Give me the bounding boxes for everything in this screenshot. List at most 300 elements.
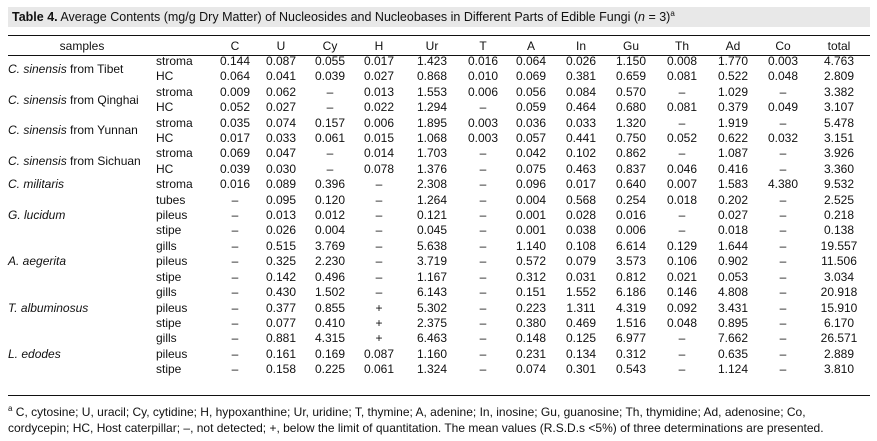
value-cell: 0.013 — [363, 84, 395, 99]
table-row — [8, 208, 870, 223]
header-ur: Ur — [425, 39, 439, 53]
value-cell: 3.151 — [823, 131, 855, 146]
value-cell: 0.396 — [314, 177, 346, 192]
value-cell: 0.014 — [363, 146, 395, 161]
value-cell: – — [326, 161, 334, 176]
part-cell: HC — [156, 100, 174, 115]
value-cell: – — [375, 208, 383, 223]
value-cell: 0.048 — [767, 69, 799, 84]
value-cell: – — [231, 192, 239, 207]
sample-name-cell: T. albuminosus — [8, 300, 89, 315]
value-cell: 0.142 — [265, 269, 297, 284]
value-cell: 0.064 — [219, 69, 251, 84]
part-cell: stroma — [156, 84, 193, 99]
header-total: total — [827, 39, 851, 53]
table-title: Average Contents (mg/g Dry Matter) of Nucleosides and Nucleobases in Different Parts of Edible Fungi ( — [60, 10, 639, 24]
value-cell: 0.008 — [666, 54, 698, 68]
value-cell: – — [326, 100, 334, 115]
value-cell: 1.311 — [566, 300, 596, 315]
sample-name-cell — [8, 270, 156, 285]
sample-name-cell: G. lucidum — [8, 208, 66, 223]
value-cell: 0.572 — [515, 254, 547, 269]
value-cell: – — [678, 84, 686, 99]
value-cell: – — [779, 300, 787, 315]
value-cell: 0.022 — [363, 100, 395, 115]
value-cell: – — [326, 146, 334, 161]
header-part — [156, 38, 214, 54]
value-cell: 0.001 — [515, 223, 547, 238]
value-cell: 0.129 — [666, 238, 698, 253]
table-row — [8, 347, 870, 362]
value-cell: 0.202 — [717, 192, 749, 207]
value-cell: 0.095 — [265, 192, 297, 207]
value-cell: 6.977 — [615, 331, 647, 346]
value-cell: 0.515 — [265, 238, 297, 253]
value-cell: 3.431 — [717, 300, 749, 315]
sample-name-cell — [8, 193, 156, 208]
value-cell: 4.319 — [615, 300, 647, 315]
value-cell: 1.553 — [416, 84, 448, 99]
header-cy: Cy — [322, 39, 338, 53]
value-cell: 1.919 — [717, 115, 749, 130]
value-cell: 1.294 — [416, 100, 448, 115]
value-cell: 0.033 — [265, 131, 297, 146]
caption-footnote-mark: a — [670, 8, 675, 18]
part-cell: pileus — [156, 300, 188, 315]
value-cell: – — [678, 331, 686, 346]
value-cell: 0.125 — [565, 331, 597, 346]
value-cell: 2.230 — [314, 254, 346, 269]
value-cell: 0.568 — [565, 192, 597, 207]
value-cell: 0.001 — [515, 208, 547, 223]
header-c: C — [230, 39, 240, 53]
value-cell: 0.441 — [565, 131, 597, 146]
value-cell: – — [779, 208, 787, 223]
value-cell: – — [375, 285, 383, 300]
value-cell: 0.081 — [666, 100, 698, 115]
value-cell: 0.016 — [219, 177, 251, 192]
value-cell: 2.809 — [823, 69, 855, 84]
value-cell: 0.121 — [416, 208, 448, 223]
part-cell: stroma — [156, 115, 193, 130]
header-co: Co — [775, 39, 791, 53]
value-cell: 0.007 — [666, 177, 698, 192]
value-cell: 0.062 — [265, 84, 297, 99]
value-cell: 0.003 — [767, 54, 799, 68]
value-cell: 0.084 — [565, 84, 597, 99]
value-cell: – — [779, 254, 787, 269]
value-cell: 0.048 — [666, 315, 698, 330]
value-cell: 3.719 — [416, 254, 448, 269]
value-cell: 0.041 — [265, 69, 297, 84]
value-cell: 19.557 — [820, 238, 858, 253]
value-cell: 0.812 — [615, 269, 647, 284]
value-cell: – — [231, 223, 239, 238]
value-cell: 0.381 — [565, 69, 597, 84]
value-cell: – — [779, 346, 787, 361]
value-cell: 4.380 — [767, 177, 799, 192]
table-row — [8, 116, 870, 131]
part-cell: gills — [156, 331, 177, 346]
value-cell: – — [231, 208, 239, 223]
value-cell: 5.302 — [416, 300, 448, 315]
value-cell: 0.045 — [416, 223, 448, 238]
value-cell: – — [479, 161, 487, 176]
value-cell: – — [479, 146, 487, 161]
value-cell: 0.138 — [823, 223, 855, 238]
value-cell: 0.157 — [314, 115, 346, 130]
value-cell: 3.810 — [823, 362, 855, 377]
table-row — [8, 239, 870, 254]
value-cell: 0.004 — [314, 223, 346, 238]
sample-name-cell: L. edodes — [8, 346, 61, 361]
value-cell: – — [231, 238, 239, 253]
table-row — [8, 193, 870, 208]
value-cell: 0.059 — [515, 100, 547, 115]
value-cell: 0.120 — [314, 192, 346, 207]
table-row — [8, 223, 870, 238]
table-label: Table 4. — [12, 10, 58, 24]
value-cell: 1.320 — [615, 115, 647, 130]
value-cell: 11.506 — [821, 254, 857, 269]
value-cell: 2.889 — [823, 346, 855, 361]
value-cell: 1.502 — [314, 285, 346, 300]
value-cell: 0.015 — [363, 131, 395, 146]
value-cell: – — [479, 300, 487, 315]
value-cell: – — [678, 346, 686, 361]
part-cell: HC — [156, 131, 174, 146]
part-cell: HC — [156, 69, 174, 84]
value-cell: 0.659 — [615, 69, 647, 84]
value-cell: 0.543 — [615, 362, 647, 377]
value-cell: – — [678, 115, 686, 130]
value-cell: 0.017 — [565, 177, 597, 192]
value-cell: – — [678, 208, 686, 223]
part-cell: stroma — [156, 146, 193, 161]
value-cell: 1.895 — [416, 115, 448, 130]
value-cell: – — [479, 346, 487, 361]
value-cell: 1.324 — [416, 362, 448, 377]
value-cell: 1.124 — [717, 362, 749, 377]
part-cell: tubes — [156, 192, 186, 207]
value-cell: 6.143 — [416, 285, 448, 300]
value-cell: – — [231, 346, 239, 361]
value-cell: 6.463 — [416, 331, 448, 346]
value-cell: – — [779, 192, 787, 207]
value-cell: 0.039 — [314, 69, 346, 84]
value-cell: 0.069 — [515, 69, 547, 84]
value-cell: 0.380 — [515, 315, 547, 330]
sample-name-cell — [8, 285, 156, 300]
sample-name-cell — [8, 223, 156, 238]
table-row — [8, 146, 870, 161]
part-cell: pileus — [156, 208, 188, 223]
footnote-mark: a — [8, 404, 13, 413]
sample-name-cell — [8, 316, 156, 331]
value-cell: 1.516 — [615, 315, 647, 330]
value-cell: 0.055 — [314, 54, 346, 68]
value-cell: 0.056 — [515, 84, 547, 99]
value-cell: 0.146 — [666, 285, 698, 300]
value-cell: 0.134 — [565, 346, 597, 361]
value-cell: 0.862 — [615, 146, 647, 161]
part-cell: pileus — [156, 346, 188, 361]
value-cell: 0.026 — [265, 223, 297, 238]
value-cell: – — [231, 331, 239, 346]
value-cell: 0.522 — [717, 69, 749, 84]
value-cell: 0.169 — [314, 346, 346, 361]
value-cell: 0.021 — [666, 269, 698, 284]
value-cell: 0.430 — [265, 285, 297, 300]
value-cell: – — [479, 177, 487, 192]
value-cell: – — [779, 331, 787, 346]
sample-name-cell — [8, 362, 156, 377]
value-cell: 0.075 — [515, 161, 547, 176]
table-row — [8, 301, 870, 316]
value-cell: 3.573 — [615, 254, 647, 269]
value-cell: 0.102 — [565, 146, 597, 161]
value-cell: 0.047 — [265, 146, 297, 161]
value-cell: 0.379 — [717, 100, 749, 115]
value-cell: 0.018 — [717, 223, 749, 238]
value-cell: 9.532 — [823, 177, 855, 192]
value-cell: 1.644 — [717, 238, 749, 253]
value-cell: 0.087 — [265, 54, 297, 68]
value-cell: – — [779, 362, 787, 377]
value-cell: 4.763 — [823, 54, 855, 68]
table-row — [8, 54, 870, 69]
value-cell: 6.186 — [615, 285, 647, 300]
value-cell: 1.703 — [416, 146, 448, 161]
value-cell: 1.150 — [615, 54, 647, 68]
part-cell: stipe — [156, 362, 182, 377]
table-row — [8, 362, 870, 377]
value-cell: 20.918 — [820, 285, 858, 300]
value-cell: 0.006 — [467, 84, 499, 99]
table-n-value: = 3) — [644, 10, 671, 24]
part-cell: stipe — [156, 223, 182, 238]
value-cell: 0.046 — [666, 161, 698, 176]
value-cell: – — [779, 115, 787, 130]
value-cell: 0.640 — [615, 177, 647, 192]
value-cell: 0.622 — [717, 131, 749, 146]
value-cell: – — [779, 161, 787, 176]
value-cell: 0.042 — [515, 146, 547, 161]
value-cell: 0.052 — [666, 131, 698, 146]
value-cell: 0.077 — [265, 315, 297, 330]
value-cell: 0.004 — [515, 192, 547, 207]
value-cell: – — [231, 315, 239, 330]
value-cell: 0.027 — [265, 100, 297, 115]
value-cell: 0.003 — [467, 131, 499, 146]
value-cell: – — [479, 238, 487, 253]
header-u: U — [276, 39, 286, 53]
value-cell: – — [779, 285, 787, 300]
value-cell: 0.148 — [515, 331, 547, 346]
header-a: A — [526, 39, 535, 53]
table-row — [8, 316, 870, 331]
value-cell: 0.032 — [767, 131, 799, 146]
value-cell: 0.096 — [515, 177, 547, 192]
header-ad: Ad — [725, 39, 741, 53]
value-cell: 0.231 — [515, 346, 547, 361]
value-cell: 1.160 — [416, 346, 448, 361]
part-cell: HC — [156, 161, 174, 176]
value-cell: 0.144 — [219, 54, 251, 68]
footnote-text: C, cytosine; U, uracil; Cy, cytidine; H, hypoxanthine; Ur, uridine; T, thymine; A, adenine; In, inosine; Gu, guanosine; Th, thymidine; Ad, adenosine; Co, cordycepin; HC, Host caterpillar; –, not detected; +, below the limit of quantitation. The mean values (R.S.D.s <5%) of three determinations are presented. — [8, 405, 824, 435]
value-cell: 0.496 — [314, 269, 346, 284]
table-caption — [8, 7, 870, 27]
value-cell: 0.013 — [265, 208, 297, 223]
value-cell: 0.410 — [314, 315, 346, 330]
value-cell: 0.081 — [666, 69, 698, 84]
value-cell: 0.151 — [515, 285, 547, 300]
value-cell: 0.106 — [666, 254, 698, 269]
value-cell: 0.074 — [265, 115, 297, 130]
value-cell: 1.770 — [717, 54, 749, 68]
value-cell: 2.308 — [416, 177, 448, 192]
value-cell: 0.026 — [565, 54, 597, 68]
header-samples: samples — [59, 39, 105, 53]
sample-origin: from Sichuan — [66, 154, 141, 169]
header-h: H — [374, 39, 384, 53]
value-cell: 1.140 — [515, 238, 547, 253]
part-cell: stipe — [156, 269, 182, 284]
value-cell: 0.017 — [363, 54, 395, 68]
value-cell: 2.375 — [416, 315, 448, 330]
value-cell: – — [779, 84, 787, 99]
value-cell: 0.254 — [615, 192, 647, 207]
value-cell: 0.028 — [565, 208, 597, 223]
value-cell: – — [678, 362, 686, 377]
value-cell: 0.039 — [219, 161, 251, 176]
sample-name-cell — [8, 146, 156, 177]
value-cell: 6.614 — [615, 238, 647, 253]
header-t: T — [479, 39, 487, 53]
value-cell: 0.035 — [219, 115, 251, 130]
value-cell: – — [678, 146, 686, 161]
value-cell: 5.478 — [823, 115, 855, 130]
value-cell: 0.895 — [717, 315, 749, 330]
value-cell: 1.552 — [565, 285, 597, 300]
value-cell: 0.837 — [615, 161, 647, 176]
sample-name-cell — [8, 239, 156, 254]
value-cell: 0.016 — [467, 54, 499, 68]
value-cell: 0.069 — [219, 146, 251, 161]
value-cell: – — [779, 315, 787, 330]
header-th: Th — [674, 39, 689, 53]
value-cell: 0.061 — [363, 362, 395, 377]
value-cell: 0.161 — [265, 346, 297, 361]
value-cell: 0.016 — [615, 208, 647, 223]
value-cell: 0.033 — [565, 115, 597, 130]
value-cell: – — [479, 254, 487, 269]
value-cell: 0.010 — [467, 69, 499, 84]
value-cell: 0.018 — [666, 192, 698, 207]
sample-origin: from Qinghai — [66, 92, 139, 107]
value-cell: 0.680 — [615, 100, 647, 115]
value-cell: 0.027 — [363, 69, 395, 84]
value-cell: 5.638 — [416, 238, 448, 253]
value-cell: – — [375, 223, 383, 238]
value-cell: 0.006 — [615, 223, 647, 238]
sample-name-cell: A. aegerita — [8, 254, 67, 269]
header-gu: Gu — [622, 39, 639, 53]
value-cell: – — [375, 192, 383, 207]
table-body — [8, 54, 870, 378]
table-row — [8, 177, 870, 192]
value-cell: 3.382 — [823, 84, 855, 99]
value-cell: 6.170 — [823, 315, 855, 330]
value-cell: 7.662 — [717, 331, 749, 346]
value-cell: 0.312 — [515, 269, 547, 284]
sample-origin: from Tibet — [66, 61, 124, 76]
value-cell: – — [479, 362, 487, 377]
value-cell: 0.079 — [565, 254, 597, 269]
value-cell: 0.030 — [265, 161, 297, 176]
top-rule — [8, 35, 870, 36]
value-cell: 0.881 — [265, 331, 297, 346]
value-cell: – — [479, 285, 487, 300]
part-cell: stipe — [156, 315, 182, 330]
table-n-variable: n — [638, 10, 645, 24]
sample-genus: C. sinensis — [8, 123, 67, 138]
value-cell: – — [231, 269, 239, 284]
sample-name-cell — [8, 331, 156, 346]
value-cell: – — [231, 285, 239, 300]
value-cell: 0.052 — [219, 100, 251, 115]
value-cell: 0.089 — [265, 177, 297, 192]
nucleoside-table — [8, 38, 870, 378]
value-cell: – — [779, 238, 787, 253]
value-cell: – — [479, 100, 487, 115]
value-cell: 1.068 — [416, 131, 448, 146]
part-cell: stroma — [156, 177, 193, 192]
value-cell: 0.017 — [219, 131, 251, 146]
value-cell: 0.092 — [666, 300, 698, 315]
value-cell: – — [326, 84, 334, 99]
value-cell: 0.469 — [565, 315, 597, 330]
value-cell: 0.049 — [767, 100, 799, 115]
value-cell: 0.012 — [314, 208, 346, 223]
value-cell: 0.003 — [467, 115, 499, 130]
part-cell: stroma — [156, 54, 193, 68]
value-cell: 0.009 — [219, 84, 251, 99]
value-cell: 0.325 — [265, 254, 297, 269]
sample-genus: C. sinensis — [8, 92, 67, 107]
value-cell: – — [231, 362, 239, 377]
value-cell: 0.038 — [565, 223, 597, 238]
value-cell: 1.423 — [416, 54, 448, 68]
sample-name-cell: C. militaris — [8, 177, 64, 192]
value-cell: – — [479, 269, 487, 284]
bottom-rule — [8, 395, 870, 396]
value-cell: 0.868 — [416, 69, 448, 84]
value-cell: + — [375, 331, 383, 346]
part-cell: gills — [156, 285, 177, 300]
value-cell: 0.855 — [314, 300, 346, 315]
value-cell: 4.808 — [717, 285, 749, 300]
value-cell: 3.769 — [314, 238, 346, 253]
sample-name-cell — [8, 54, 156, 85]
value-cell: – — [375, 269, 383, 284]
value-cell: 0.158 — [265, 362, 297, 377]
value-cell: – — [479, 331, 487, 346]
value-cell: 0.570 — [615, 84, 647, 99]
value-cell: 0.057 — [515, 131, 547, 146]
value-cell: 0.053 — [717, 269, 749, 284]
value-cell: – — [479, 315, 487, 330]
